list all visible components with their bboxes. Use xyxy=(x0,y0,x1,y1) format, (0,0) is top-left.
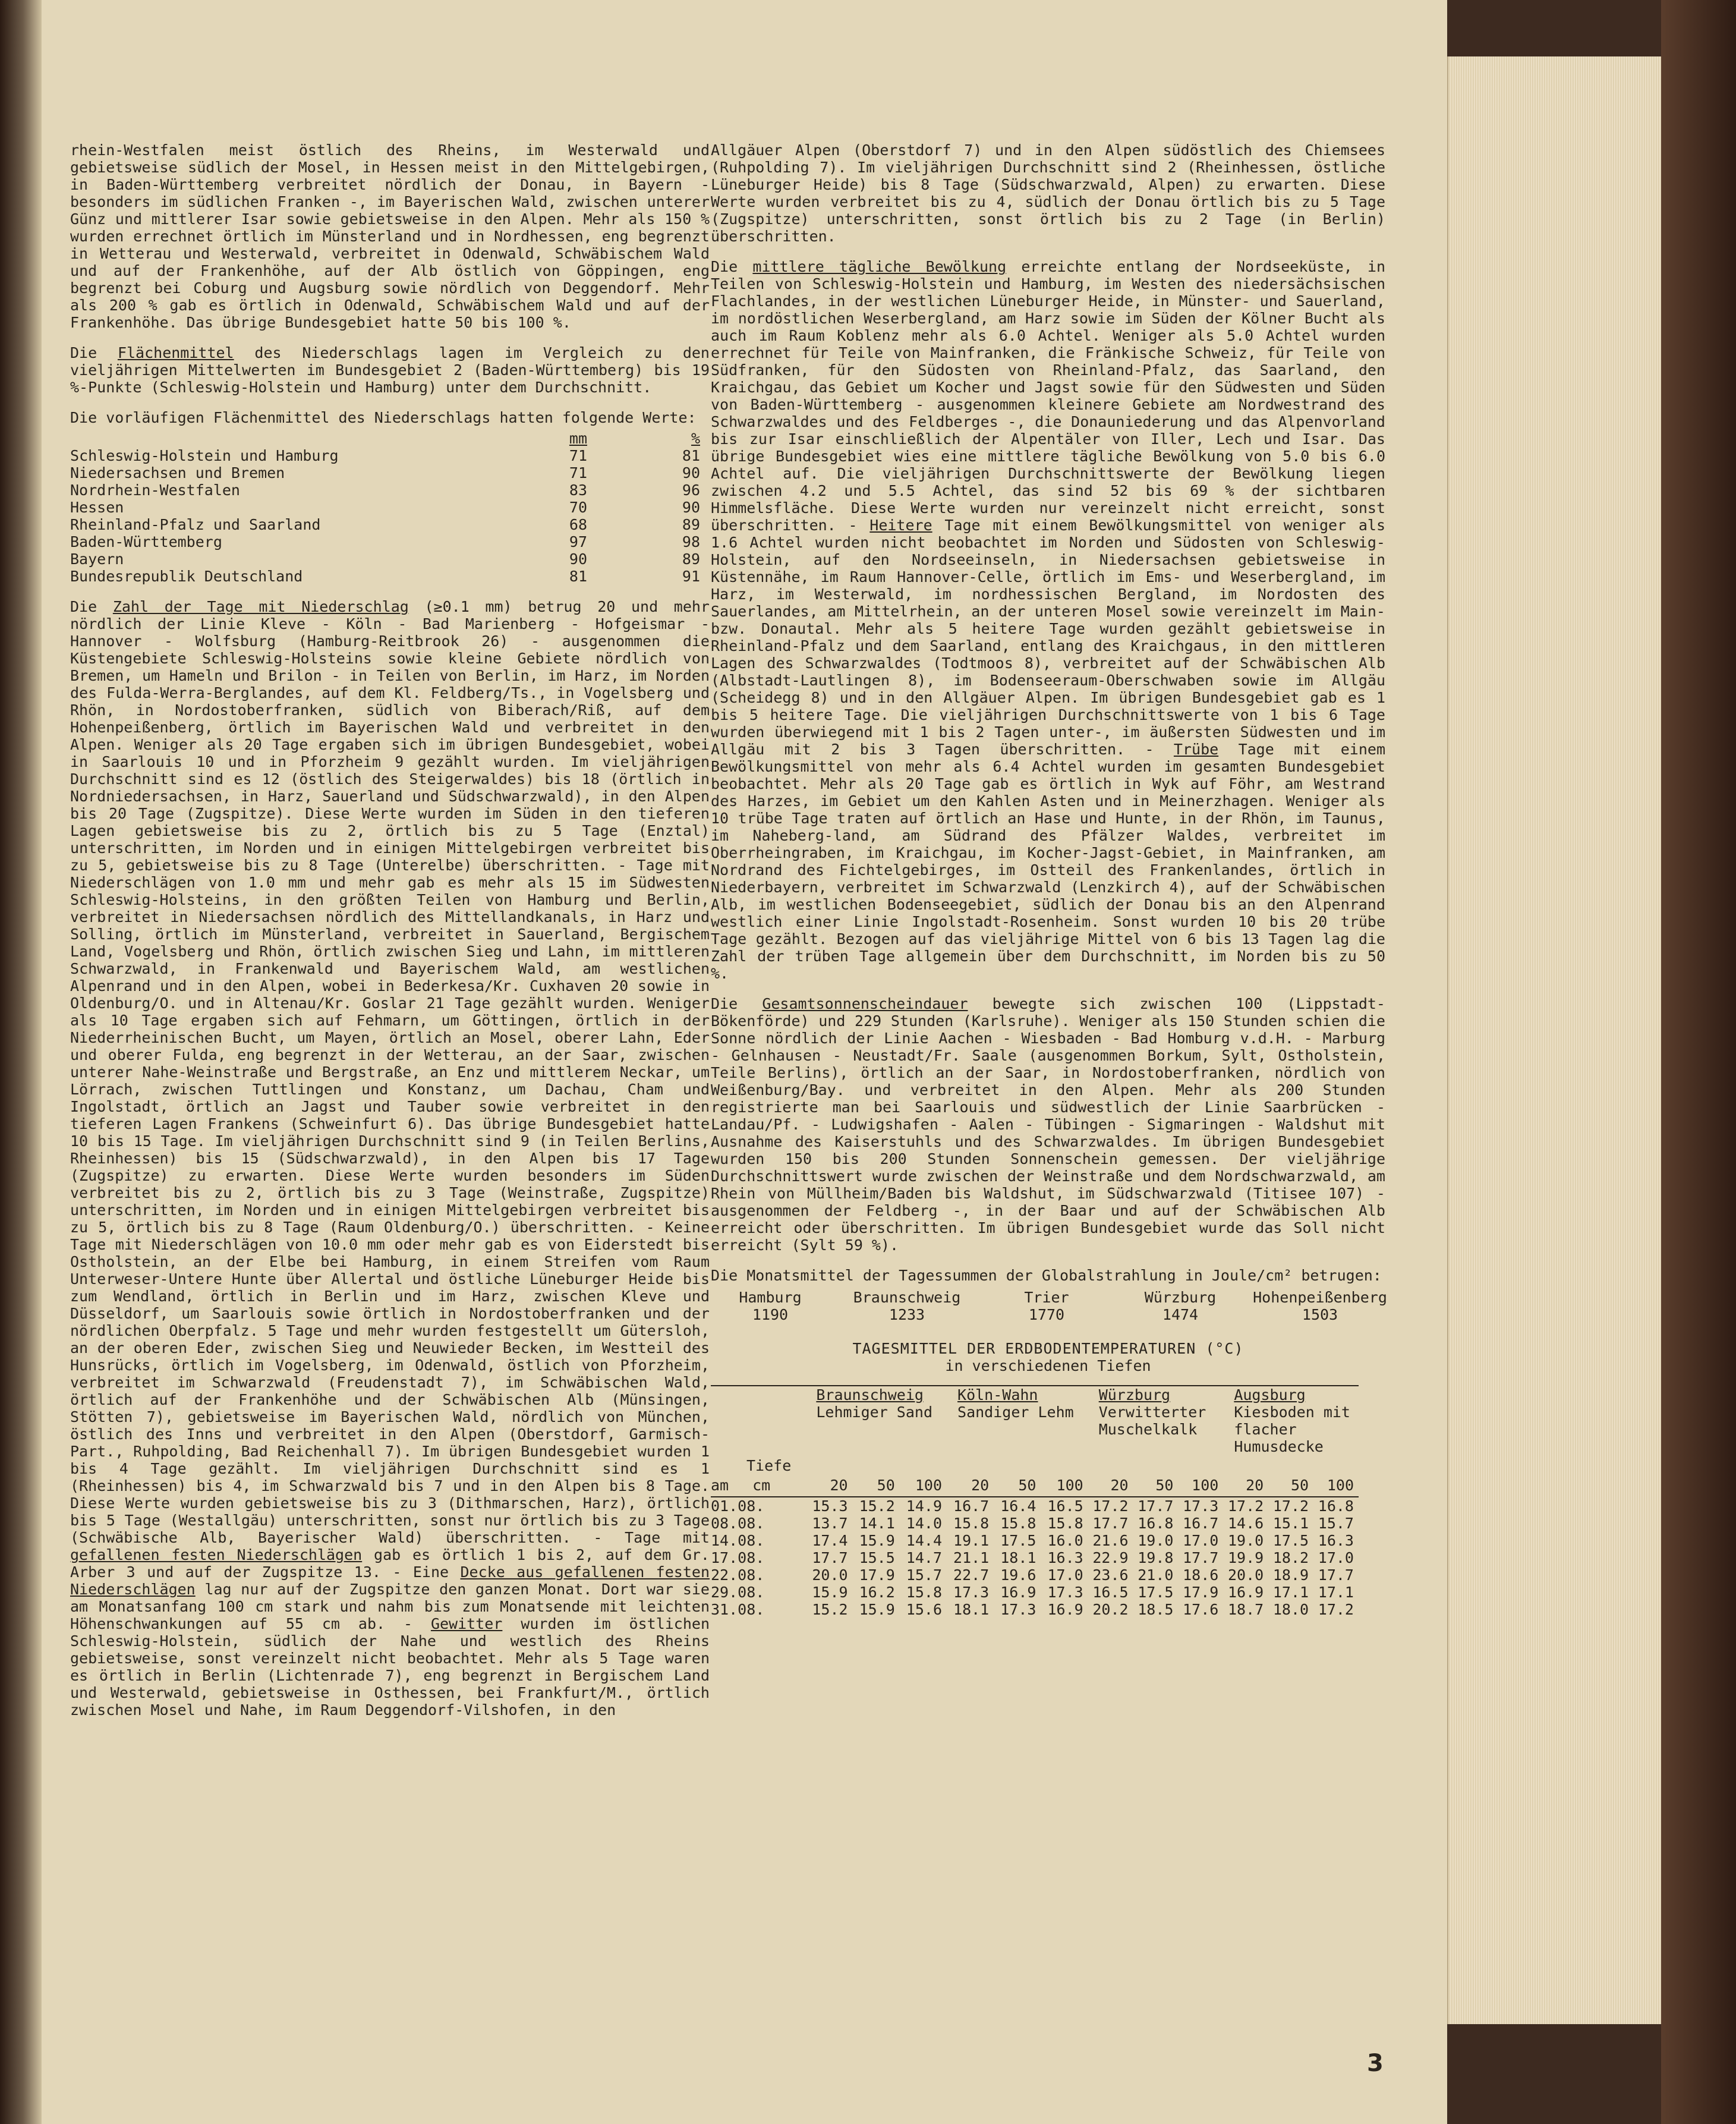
text: des Niederschlags lagen im Vergleich zu den vieljährigen Mittelwerten im Bundesgebiet 2 (Baden-Württemberg) bis 19 %-Punkte (Schleswig-Holstein und Hamburg) unter dem Durchschnitt. xyxy=(70,344,710,396)
soil-table-title: TAGESMITTEL DER ERDBODENTEMPERATUREN (°C) xyxy=(852,1340,1244,1357)
pct-cell: 91 xyxy=(682,568,700,585)
soil-table-body xyxy=(711,1497,1359,1618)
left-column xyxy=(70,141,710,1732)
text: bewegte sich zwischen 100 (Lippstadt-Bökenförde) und 229 Stunden (Karlsruhe). Weniger als 150 Stunden schien die Sonne nördlich der Linie Aachen - Wiesbaden - Bad Homburg v.d.H. - Marburg - Gelnhausen - Neustadt/Fr. Saale (ausgenommen Borkum, Sylt, Ostholstein, Teile Berlins), örtlich an der Saar, in Nordostoberfranken, nördlich von Weißenburg/Bay. und verbreitet in den Alpen. Mehr als 200 Stunden registrierte man bei Saarlouis und südwestlich der Linie Saarbrücken - Landau/Pf. - Ludwigshafen - Aalen - Tübingen - Sigmaringen - Waldshut mit Ausnahme des Kaiserstuhls und des Schwarzwaldes. Im übrigen Bundesgebiet wurden 150 bis 200 Stunden Sonnenschein gemessen. Der vieljährige Durchschnittswert wurde zwischen der Weinstraße und dem Nordschwarzwald, am Rhein von Müllheim/Baden bis Waldshut, im Südschwarzwald (Titisee 107) - ausgenommen der Feldberg -, in der Baar und auf der Schwäbischen Alb erreicht oder überschritten. Im übrigen Bundesgebiet wurde das Soll nicht erreicht (Sylt 59 %). xyxy=(711,995,1385,1254)
radiation-table xyxy=(711,1289,1385,1323)
depth-cell: 20 xyxy=(830,1477,848,1494)
region-cell: Nordrhein-Westfalen xyxy=(70,482,240,499)
temperature-cell: 17.2 xyxy=(1092,1497,1129,1515)
temperature-cell: 17.1 xyxy=(1318,1584,1354,1601)
region-cell: Hessen xyxy=(70,499,124,516)
temperature-cell: 16.9 xyxy=(1227,1584,1264,1601)
temperature-cell: 18.2 xyxy=(1272,1549,1309,1566)
table-row xyxy=(711,1515,1359,1532)
mm-cell: 70 xyxy=(569,499,587,516)
temperature-cell: 21.0 xyxy=(1138,1566,1174,1584)
table-row xyxy=(711,1497,1359,1515)
temperature-cell: 17.3 xyxy=(1000,1601,1036,1618)
temperature-cell: 15.9 xyxy=(859,1532,895,1549)
temperature-cell: 19.0 xyxy=(1227,1532,1264,1549)
temperature-cell: 17.7 xyxy=(1183,1549,1219,1566)
temperature-cell: 23.6 xyxy=(1092,1566,1129,1584)
term-solid-precip: gefallenen festen Niederschlägen xyxy=(70,1546,363,1563)
radiation-value: 1770 xyxy=(1028,1306,1065,1323)
soil-type: Sandiger Lehm xyxy=(957,1404,1074,1421)
table-row xyxy=(711,1566,1359,1584)
temperature-cell: 17.0 xyxy=(1318,1549,1354,1566)
temperature-cell: 21.1 xyxy=(953,1549,990,1566)
temperature-cell: 16.9 xyxy=(1047,1601,1083,1618)
radiation-value: 1233 xyxy=(889,1306,925,1323)
date-cell: 17.08. xyxy=(711,1549,765,1566)
site-koeln-wahn: Köln-Wahn xyxy=(957,1386,1038,1404)
text: Tage mit einem Bewölkungsmittel von weniger als 1.6 Achtel wurden nicht beobachtet im Norden und Südosten von Schleswig-Holstein, auf den Nordseeinseln, in Niedersachsen gebietsweise in Küstennähe, im Raum Hannover-Celle, örtlich im Ems- und Weserbergland, im Harz, im Westerwald, im nordhessischen Bergland, im Nordosten des Sauerlandes, am Mittelrhein, an der unteren Mosel sowie vereinzelt im Main- bzw. Donautal. Mehr als 5 heitere Tage wurden gezählt gebietsweise in Rheinland-Pfalz und dem Saarland, entlang des Kraichgaus, in den mittleren Lagen des Schwarzwaldes (Todtmoos 8), verbreitet auf der Schwäbischen Alb (Albstadt-Lautlingen 8), im Bodenseeraum-Oberschwaben sowie im Allgäu (Scheidegg 8) und in den Allgäuer Alpen. Im übrigen Bundesgebiet gab es 1 bis 5 heitere Tage. Die vieljährigen Durchschnittswerte von 1 bis 6 Tage wurden überwiegend mit 1 bis 2 Tagen unter-, im äußersten Südwesten und im Allgäu mit 2 bis 3 Tagen überschritten. - xyxy=(711,517,1385,758)
paragraph-cloudiness xyxy=(711,258,1385,982)
soil-table-subtitle: in verschiedenen Tiefen xyxy=(945,1357,1151,1374)
mm-cell: 68 xyxy=(569,516,587,533)
temperature-cell: 16.2 xyxy=(859,1584,895,1601)
term-precip-days: Zahl der Tage mit Niederschlag xyxy=(112,598,409,615)
text: Die xyxy=(70,598,113,615)
depth-cell: 100 xyxy=(915,1477,943,1494)
table-row xyxy=(711,1549,1359,1566)
temperature-cell: 18.5 xyxy=(1138,1601,1174,1618)
temperature-cell: 17.7 xyxy=(812,1549,848,1566)
radiation-value: 1503 xyxy=(1302,1306,1338,1323)
temperature-cell: 16.8 xyxy=(1138,1515,1174,1532)
page-number: 3 xyxy=(1367,2050,1384,2077)
region-cell: Schleswig-Holstein und Hamburg xyxy=(70,447,339,464)
temperature-cell: 19.1 xyxy=(953,1532,990,1549)
mm-cell: 71 xyxy=(569,464,587,482)
site-augsburg: Augsburg xyxy=(1234,1386,1306,1404)
table-row xyxy=(70,499,700,516)
soil-type: Lehmiger Sand xyxy=(816,1404,933,1421)
table-row xyxy=(70,482,700,499)
temperature-cell: 14.4 xyxy=(906,1532,943,1549)
soil-temperature-table xyxy=(711,1385,1359,1618)
temperature-cell: 15.8 xyxy=(1000,1515,1036,1532)
cm-label: cm xyxy=(752,1477,771,1494)
temperature-cell: 18.1 xyxy=(953,1601,990,1618)
text: lag nur auf der Zugspitze den ganzen Monat. Dort war sie am Monatsanfang 100 cm stark und nahm bis zum Monatsende mit leichten Höhenschwankungen auf 55 cm ab. - xyxy=(70,1581,710,1632)
soil-type: Kiesboden mit flacher Humusdecke xyxy=(1234,1404,1350,1455)
temperature-cell: 16.7 xyxy=(1183,1515,1219,1532)
depth-cell: 20 xyxy=(971,1477,990,1494)
date-cell: 22.08. xyxy=(711,1566,765,1584)
temperature-cell: 16.9 xyxy=(1000,1584,1036,1601)
temperature-cell: 18.7 xyxy=(1227,1601,1264,1618)
depth-label: Tiefe xyxy=(746,1457,792,1474)
date-cell: 31.08. xyxy=(711,1601,765,1618)
temperature-cell: 17.3 xyxy=(1047,1584,1083,1601)
left-page-edge xyxy=(0,0,42,2124)
term-overcast-days: Trübe xyxy=(1173,741,1219,758)
temperature-cell: 17.9 xyxy=(859,1566,895,1584)
temperature-cell: 17.7 xyxy=(1138,1497,1174,1515)
date-cell: 14.08. xyxy=(711,1532,765,1549)
table-row xyxy=(711,1584,1359,1601)
depth-cell: 20 xyxy=(1246,1477,1264,1494)
table-row xyxy=(711,1601,1359,1618)
paragraph-table-intro: Die vorläufigen Flächenmittel des Niederschlags hatten folgende Werte: xyxy=(70,409,697,426)
temperature-cell: 18.1 xyxy=(1000,1549,1036,1566)
temperature-cell: 17.5 xyxy=(1272,1532,1309,1549)
radiation-station: Hohenpeißenberg xyxy=(1253,1289,1387,1306)
temperature-cell: 17.2 xyxy=(1318,1601,1354,1618)
temperature-cell: 14.6 xyxy=(1227,1515,1264,1532)
date-cell: 08.08. xyxy=(711,1515,765,1532)
pct-cell: 81 xyxy=(682,447,700,464)
header-pct: % xyxy=(691,430,700,447)
temperature-cell: 15.2 xyxy=(812,1601,848,1618)
depth-header-cell xyxy=(711,1474,805,1497)
temperature-cell: 18.6 xyxy=(1183,1566,1219,1584)
table-row xyxy=(70,516,700,533)
radiation-station: Würzburg xyxy=(1144,1289,1217,1306)
term-flaechenmittel: Flächenmittel xyxy=(117,344,234,361)
temperature-cell: 17.3 xyxy=(1183,1497,1219,1515)
temperature-cell: 15.3 xyxy=(812,1497,848,1515)
temperature-cell: 17.3 xyxy=(953,1584,990,1601)
temperature-cell: 16.7 xyxy=(953,1497,990,1515)
temperature-cell: 17.5 xyxy=(1138,1584,1174,1601)
temperature-cell: 17.6 xyxy=(1183,1601,1219,1618)
temperature-cell: 20.0 xyxy=(812,1566,848,1584)
temperature-cell: 17.1 xyxy=(1272,1584,1309,1601)
pct-cell: 90 xyxy=(682,464,700,482)
temperature-cell: 17.5 xyxy=(1000,1532,1036,1549)
temperature-cell: 14.7 xyxy=(906,1549,943,1566)
depth-cell: 50 xyxy=(877,1477,895,1494)
temperature-cell: 15.9 xyxy=(812,1584,848,1601)
page-stack xyxy=(1447,56,1662,2024)
temperature-cell: 19.0 xyxy=(1138,1532,1174,1549)
pct-cell: 89 xyxy=(682,516,700,533)
depth-cell: 50 xyxy=(1155,1477,1174,1494)
depth-cell: 100 xyxy=(1327,1477,1354,1494)
mm-cell: 97 xyxy=(569,533,587,550)
pct-cell: 96 xyxy=(682,482,700,499)
depth-cell: 100 xyxy=(1056,1477,1083,1494)
temperature-cell: 22.7 xyxy=(953,1566,990,1584)
temperature-cell: 16.0 xyxy=(1047,1532,1083,1549)
mm-cell: 83 xyxy=(569,482,587,499)
temperature-cell: 17.9 xyxy=(1183,1584,1219,1601)
table-row xyxy=(70,550,700,568)
depth-cell: 50 xyxy=(1290,1477,1309,1494)
paragraph-precip-percent: rhein-Westfalen meist östlich des Rheins, im Westerwald und gebietsweise südlich der Mosel, in Hessen meist in den Mittelgebirgen, in Baden-Württemberg verbreitet nördlich der Donau, in Bayern - besonders im südlichen Franken -, im Bayerischen Wald, zwischen unterer Günz und mittlerer Isar sowie gebietsweise in den Alpen. Mehr als 150 % wurden errechnet örtlich im Münsterland und in Nordhessen, eng begrenzt in Wetterau und Westerwald, verbreitet in Odenwald, Schwäbischem Wald und auf der Frankenhöhe, auf der Alb östlich von Göppingen, eng begrenzt bei Coburg und Augsburg sowie nördlich von Deggendorf. Mehr als 200 % gab es örtlich in Odenwald, Schwäbischem Wald und auf der Frankenhöhe. Das übrige Bundesgebiet hatte 50 bis 100 %. xyxy=(70,141,710,331)
temperature-cell: 13.7 xyxy=(812,1515,848,1532)
temperature-cell: 14.0 xyxy=(906,1515,943,1532)
radiation-value: 1474 xyxy=(1162,1306,1199,1323)
text: (≥0.1 mm) betrug 20 und mehr nördlich der Linie Kleve - Köln - Bad Marienberg - Hofgeismar - Hannover - Wolfsburg (Hamburg-Reitbrook 26) - ausgenommen die Küstengebiete Schleswig-Holsteins sowie kleine Gebiete nördlich von Bremen, um Hameln und Brilon - in Teilen von Berlin, im Harz, im Norden des Fulda-Werra-Berglandes, auf dem Kl. Feldberg/Ts., in Vogelsberg und Rhön, in Nordostoberfranken, südlich von Biberach/Riß, auf dem Hohenpeißenberg, örtlich im Bayerischen Wald und verbreitet in den Alpen. Weniger als 20 Tage ergaben sich im übrigen Bundesgebiet, wobei in Saarlouis 10 und in Pforzheim 9 gezählt wurden. Im vieljährigen Durchschnitt sind es 12 (östlich des Steigerwaldes) bis 18 (örtlich in Nordniedersachsen, in Harz, Sauerland und Südschwarzwald), in den Alpen bis 20 Tage (Zugspitze). Diese Werte wurden im Süden in den tieferen Lagen gebietsweise bis zu 2, örtlich bis zu 5 Tage (Enztal) unterschritten, im Norden und in einigen Mittelgebirgen verbreitet bis zu 5, gebietsweise bis zu 8 Tage (Unterelbe) überschritten. - Tage mit Niederschlägen von 1.0 mm und mehr gab es mehr als 15 im Südwesten Schleswig-Holsteins, in den größten Teilen von Hamburg und Berlin, verbreitet in Niedersachsen nördlich des Mittellandkanals, in Harz und Solling, örtlich im Münsterland, verbreitet in Sauerland, Bergischem Land, Vogelsberg und Rhön, örtlich zwischen Sieg und Lahn, im mittleren Schwarzwald, in Frankenwald und Bayerischem Wald, am westlichen Alpenrand und in den Alpen, wobei in Bederkesa/Kr. Cuxhaven 20 sowie in Oldenburg/O. und in Altenau/Kr. Goslar 21 Tage gezählt wurden. Weniger als 10 Tage ergaben sich auf Fehmarn, um Göttingen, örtlich in der Niederrheinischen Bucht, um Mayen, örtlich an Mosel, oberer Lahn, Eder und oberer Fulda, eng begrenzt in der Wetterau, an der Saar, zwischen unterer Nahe-Weinstraße und Bergstraße, an Enz und mittlerem Neckar, um Lörrach, zwischen Tuttlingen und Konstanz, um Dachau, Cham und Ingolstadt, örtlich an Jagst und Tauber sowie verbreitet in den tieferen Lagen Frankens (Schweinfurt 6). Das übrige Bundesgebiet hatte 10 bis 15 Tage. Im vieljährigen Durchschnitt sind 9 (in Teilen Berlins, Rheinhessen) bis 15 (Südschwarzwald), in den Alpen bis 17 Tage (Zugspitze) zu erwarten. Diese Werte wurden besonders im Süden verbreitet bis zu 2, örtlich bis zu 3 Tage (Weinstraße, Zugspitze) unterschritten, im Norden und in einigen Mittelgebirgen verbreitet bis zu 5, örtlich bis zu 8 Tage (Raum Oldenburg/O.) überschritten. - Keine Tage mit Niederschlägen von 10.0 mm oder mehr gab es von Eiderstedt bis Ostholstein, an der Elbe bei Hamburg, in einem Streifen vom Raum Unterweser-Untere Hunte über Allertal und östliche Lüneburger Heide bis zum Wendland, örtlich in Berlin und im Harz, zwischen Kleve und Düsseldorf, um Saarlouis sowie örtlich in Nordostoberfranken und der nördlichen Oberpfalz. 5 Tage und mehr wurden festgestellt um Gütersloh, an der oberen Eder, zwischen Sieg und Neuwieder Becken, im Westteil des Hunsrücks, örtlich im Vogelsberg, im Odenwald, östlich von Pforzheim, verbreitet im Schwarzwald (Freudenstadt 7), im Schwäbischen Wald, örtlich auf der Frankenhöhe und der Schwäbischen Alb (Münsingen, Stötten 7), gebietsweise im Bayerischen Wald, nördlich von München, östlich des Inns und verbreitet in den Alpen (Oberstdorf, Garmisch-Part., Ruhpolding, Bad Reichenhall 7). Im übrigen Bundesgebiet wurden 1 bis 4 Tage gezählt. Im vieljährigen Durchschnitt sind es 1 (Rheinhessen) bis 4, im Schwarzwald bis 7 und in den Alpen bis 8 Tage. Diese Werte wurden gebietsweise bis zu 3 (Dithmarschen, Harz), örtlich bis 5 Tage (Westallgäu) unterschritten, sonst nur örtlich bis zu 3 Tage (Schwäbische Alb, Bayerischer Wald) überschritten. - Tage mit xyxy=(70,598,710,1546)
right-column xyxy=(711,141,1385,1618)
temperature-cell: 17.7 xyxy=(1318,1566,1354,1584)
precipitation-table xyxy=(70,430,700,585)
table-row xyxy=(70,568,700,585)
temperature-cell: 16.5 xyxy=(1092,1584,1129,1601)
temperature-cell: 19.9 xyxy=(1227,1549,1264,1566)
depth-cell: 50 xyxy=(1018,1477,1036,1494)
paragraph-radiation-intro: Die Monatsmittel der Tagessummen der Globalstrahlung in Joule/cm² betrugen: xyxy=(711,1267,1382,1284)
text: Die xyxy=(711,258,753,275)
table-row xyxy=(70,447,700,464)
temperature-cell: 14.1 xyxy=(859,1515,895,1532)
radiation-value: 1190 xyxy=(752,1306,789,1323)
temperature-cell: 16.5 xyxy=(1047,1497,1083,1515)
text: wurden im östlichen Schleswig-Holstein, südlich der Nahe und westlich des Rheins gebietsweise, sonst vereinzelt nicht beobachtet. Mehr als 5 Tage waren es örtlich in Berlin (Lichtenrade 7), eng begrenzt in Bergischem Land und Westerwald, gebietsweise in Osthessen, bei Frankfurt/M., örtlich zwischen Mosel und Nahe, im Raum Deggendorf-Vilshofen, in den xyxy=(70,1615,710,1719)
radiation-station: Trier xyxy=(1024,1289,1069,1306)
paragraph-thunder-cont: Allgäuer Alpen (Oberstdorf 7) und in den Alpen südöstlich des Chiemsees (Ruhpolding 7). Im vieljährigen Durchschnitt sind 2 (Rheinhessen, östliche Lüneburger Heide) bis 8 Tage (Südschwarzwald, Alpen) zu erwarten. Diese Werte wurden verbreitet bis zu 4, südlich der Donau örtlich bis zu 5 Tage (Zugspitze) unterschritten, sonst örtlich bis zu 2 Tage (in Berlin) überschritten. xyxy=(711,141,1385,245)
paragraph-flaechenmittel xyxy=(70,344,710,396)
radiation-station: Braunschweig xyxy=(853,1289,961,1306)
term-thunderstorm: Gewitter xyxy=(430,1615,503,1632)
table-row xyxy=(70,464,700,482)
pct-cell: 89 xyxy=(682,550,700,568)
pct-cell: 90 xyxy=(682,499,700,516)
temperature-cell: 16.3 xyxy=(1047,1549,1083,1566)
paragraph-sunshine xyxy=(711,995,1385,1254)
temperature-cell: 18.0 xyxy=(1272,1601,1309,1618)
depth-cell: 20 xyxy=(1110,1477,1129,1494)
text: gab es örtlich 1 bis 2, auf dem Gr. Arber 3 und auf der Zugspitze 13. - Eine xyxy=(70,1546,710,1581)
am-label: am xyxy=(711,1477,729,1494)
mm-cell: 90 xyxy=(569,550,587,568)
temperature-cell: 20.2 xyxy=(1092,1601,1129,1618)
table-row xyxy=(711,1532,1359,1549)
date-cell: 01.08. xyxy=(711,1497,765,1515)
region-cell: Niedersachsen und Bremen xyxy=(70,464,285,482)
text: Die xyxy=(70,344,118,361)
paragraph-precip-days xyxy=(70,598,710,1719)
temperature-cell: 17.0 xyxy=(1183,1532,1219,1549)
temperature-cell: 15.5 xyxy=(859,1549,895,1566)
table-row xyxy=(70,533,700,550)
region-cell: Bundesrepublik Deutschland xyxy=(70,568,303,585)
temperature-cell: 20.0 xyxy=(1227,1566,1264,1584)
site-braunschweig: Braunschweig xyxy=(816,1386,924,1404)
soil-type: Verwitterter Muschelkalk xyxy=(1098,1404,1206,1438)
pct-cell: 98 xyxy=(682,533,700,550)
date-cell: 29.08. xyxy=(711,1584,765,1601)
term-cloudiness: mittlere tägliche Bewölkung xyxy=(752,258,1007,275)
temperature-cell: 15.6 xyxy=(906,1601,943,1618)
text: Tage mit einem Bewölkungsmittel von mehr als 6.4 Achtel wurden im gesamten Bundesgebiet beobachtet. Mehr als 20 Tage gab es örtlich in Wyk auf Föhr, am Westrand des Harzes, im Gebiet um den Kahlen Asten und in Meinerzhagen. Weniger als 10 trübe Tage traten auf örtlich an Hase und Hunte, in der Rhön, im Taunus, im Naheberg-land, am Südrand des Pfälzer Waldes, verbreitet im Oberrheingraben, im Kraichgau, im Kocher-Jagst-Gebiet, in Mainfranken, am Nordrand des Fichtelgebirges, im Ostteil des Frankenlandes, örtlich in Niederbayern, verbreitet im Schwarzwald (Lenzkirch 4), auf der Schwäbischen Alb, im westlichen Bodenseegebiet, südlich der Donau bis an den Alpenrand westlich einer Linie Ingolstadt-Rosenheim. Sonst wurden 10 bis 20 trübe Tage gezählt. Bezogen auf das vieljährige Mittel von 6 bis 13 Tagen lag die Zahl der trüben Tage allgemein über dem Durchschnitt, im Norden bis zu 50 %. xyxy=(711,741,1385,982)
term-sunshine: Gesamtsonnenscheindauer xyxy=(762,995,968,1012)
temperature-cell: 15.8 xyxy=(953,1515,990,1532)
site-wuerzburg: Würzburg xyxy=(1098,1386,1171,1404)
region-cell: Rheinland-Pfalz und Saarland xyxy=(70,516,321,533)
radiation-station: Hamburg xyxy=(739,1289,802,1306)
temperature-cell: 19.6 xyxy=(1000,1566,1036,1584)
temperature-cell: 21.6 xyxy=(1092,1532,1129,1549)
region-cell: Bayern xyxy=(70,550,124,568)
temperature-cell: 17.7 xyxy=(1092,1515,1129,1532)
temperature-cell: 17.2 xyxy=(1227,1497,1264,1515)
term-clear-days: Heitere xyxy=(869,517,932,534)
temperature-cell: 19.8 xyxy=(1138,1549,1174,1566)
temperature-cell: 16.3 xyxy=(1318,1532,1354,1549)
temperature-cell: 17.4 xyxy=(812,1532,848,1549)
temperature-cell: 22.9 xyxy=(1092,1549,1129,1566)
depth-cell: 100 xyxy=(1192,1477,1219,1494)
temperature-cell: 15.7 xyxy=(1318,1515,1354,1532)
mm-cell: 71 xyxy=(569,447,587,464)
mm-cell: 81 xyxy=(569,568,587,585)
temperature-cell: 16.8 xyxy=(1318,1497,1354,1515)
header-mm: mm xyxy=(569,430,587,447)
temperature-cell: 17.0 xyxy=(1047,1566,1083,1584)
book-cover xyxy=(1661,0,1736,2124)
temperature-cell: 15.1 xyxy=(1272,1515,1309,1532)
temperature-cell: 15.2 xyxy=(859,1497,895,1515)
temperature-cell: 15.7 xyxy=(906,1566,943,1584)
document-page xyxy=(42,0,1447,2124)
text: erreichte entlang der Nordseeküste, in Teilen von Schleswig-Holstein und Hamburg, im Westen des niedersächsischen Flachlandes, in der westlichen Lüneburger Heide, in Münster- und Sauerland, im nordöstlichen Weserbergland, am Harz sowie im Süden der Kölner Bucht als auch im Raum Koblenz mehr als 6.0 Achtel. Weniger als 5.0 Achtel wurden errechnet für Teile von Mainfranken, die Fränkische Schweiz, für Teile von Südfranken, für den Südosten von Rheinland-Pfalz, das Saarland, den Kraichgau, das Gebiet um Kocher und Jagst sowie für den Südwesten und Süden von Baden-Württemberg - ausgenommen kleinere Gebiete am Nordwestrand des Schwarzwaldes und des Feldberges -, die Donauniederung und das Alpenvorland bis zur Isar einschließlich der Alpentäler von Iller, Lech und Isar. Das übrige Bundesgebiet wies eine mittlere tägliche Bewölkung von 5.0 bis 6.0 Achtel auf. Die vieljährigen Durchschnittswerte der Bewölkung liegen zwischen 4.2 und 5.5 Achtel, das sind 52 bis 69 % der sichtbaren Himmelsfläche. Diese Werte wurden nur vereinzelt nicht erreicht, sonst überschritten. - xyxy=(711,258,1385,534)
temperature-cell: 15.8 xyxy=(1047,1515,1083,1532)
temperature-cell: 14.9 xyxy=(906,1497,943,1515)
term-snow-cover: Decke aus gefallenen festen Niederschlägen xyxy=(70,1563,710,1598)
temperature-cell: 15.8 xyxy=(906,1584,943,1601)
region-cell: Baden-Württemberg xyxy=(70,533,222,550)
temperature-cell: 16.4 xyxy=(1000,1497,1036,1515)
temperature-cell: 18.9 xyxy=(1272,1566,1309,1584)
temperature-cell: 15.9 xyxy=(859,1601,895,1618)
temperature-cell: 17.2 xyxy=(1272,1497,1309,1515)
text: Die xyxy=(711,995,763,1012)
